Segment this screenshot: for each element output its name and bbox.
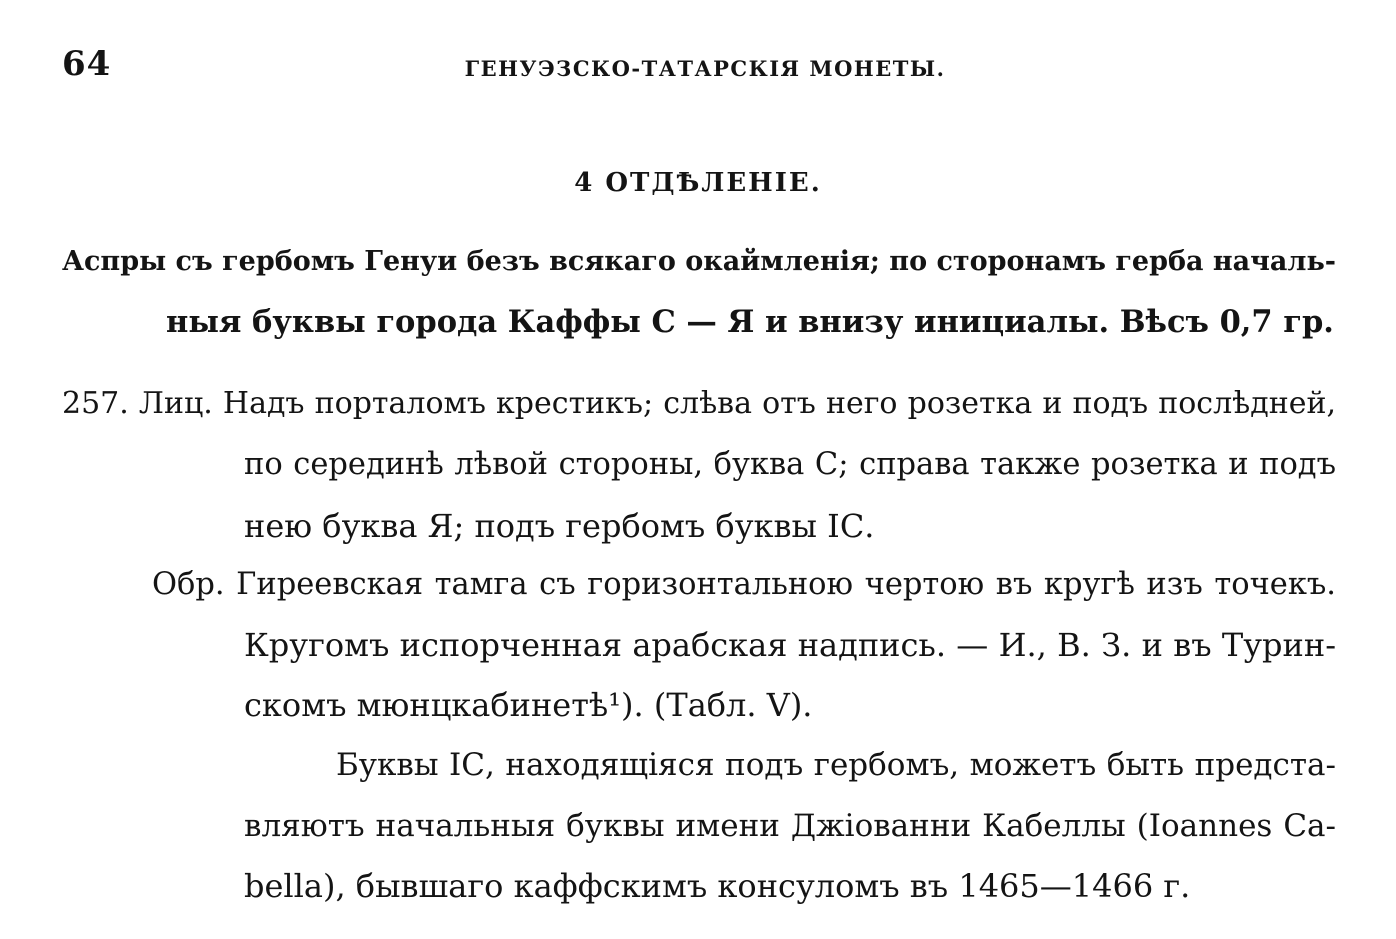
page-number: 64	[62, 44, 112, 84]
note-line-2: вляютъ начальныя буквы имени Джіованни Кабеллы (Ioannes Ca-	[244, 808, 1336, 844]
entry-257-line-3: нею буква Я; подъ гербомъ буквы IС.	[244, 507, 875, 545]
running-head: ГЕНУЭЗСКО-ТАТАРСКІЯ МОНЕТЫ.	[464, 56, 946, 81]
intro-line-1: Аспры съ гербомъ Генуи безъ всякаго окаймленія; по сторонамъ герба началь-	[62, 246, 1336, 277]
reverse-line-1: Обр. Гиреевская тамга съ горизонтальною чертою въ кругѣ изъ точекъ.	[152, 567, 1336, 602]
note-line-3: bella), бывшаго каффскимъ консуломъ въ 1465—1466 г.	[244, 867, 1191, 905]
entry-257-line-2: по серединѣ лѣвой стороны, буква С; справа также розетка и подъ	[244, 447, 1336, 482]
note-line-1: Буквы IС, находящіяся подъ гербомъ, можетъ быть предста-	[336, 747, 1336, 783]
entry-257-line-1: 257. Лиц. Надъ порталомъ крестикъ; слѣва отъ него розетка и подъ послѣдней,	[62, 386, 1336, 421]
intro-line-2: ныя буквы города Каффы С — Я и внизу инициалы. Вѣсъ 0,7 гр.	[166, 304, 1334, 340]
reverse-line-2: Кругомъ испорченная арабская надпись. — И., В. З. и въ Турин-	[244, 626, 1336, 664]
reverse-line-3: скомъ мюнцкабинетѣ¹). (Табл. V).	[244, 686, 813, 724]
section-title: 4 ОТДѢЛЕНІЕ.	[574, 168, 822, 198]
